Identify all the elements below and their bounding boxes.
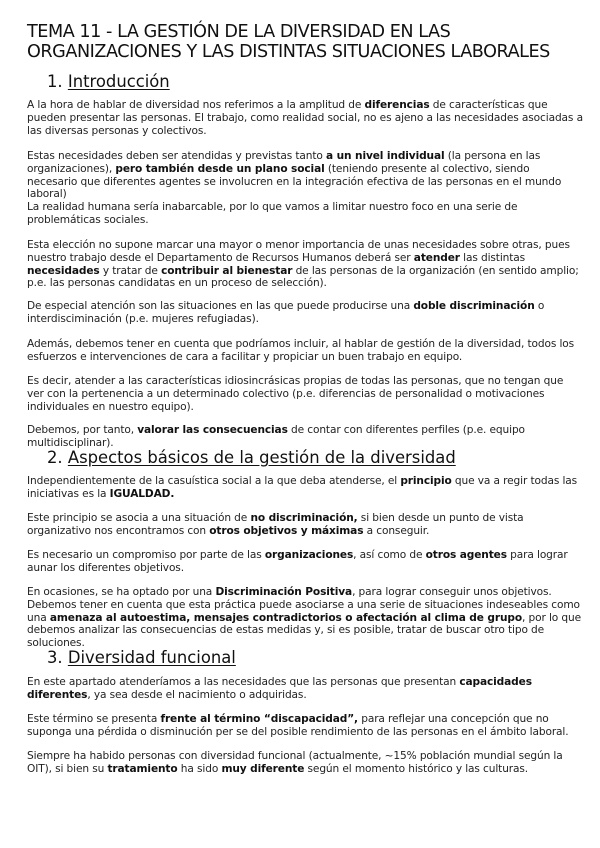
bold-text: atender [413, 251, 460, 264]
bold-text: a un nivel individual [326, 150, 445, 162]
paragraph [27, 512, 583, 538]
bold-text: valorar las consecuencias [137, 424, 288, 436]
text-run: o interdisciminación (p.e. mujeres refugiadas). [27, 300, 545, 325]
bold-text: capacidades diferentes [27, 676, 532, 701]
paragraph [27, 586, 583, 650]
text-run: , así como de [353, 549, 426, 561]
text-run: , por lo que debemos analizar las consecuencias de estas medidas y, si es posible, tratar de buscar otro tipo de soluciones. [27, 611, 581, 650]
section-title: Diversidad funcional [67, 648, 236, 667]
bold-text: muy diferente [221, 762, 305, 775]
bold-text: diferencias [364, 99, 430, 111]
text-run: A la hora de hablar de diversidad nos referimos a la amplitud de [27, 99, 365, 111]
section-number: 3. [47, 648, 63, 667]
document-title [27, 22, 587, 62]
bold-text: contribuir al bienestar [161, 264, 293, 277]
text-run: para lograr aunar los diferentes objetivos. [27, 549, 568, 574]
text-run: En este apartado atenderíamos a las necesidades que las personas que presentan [27, 676, 460, 688]
bold-text: necesidades [27, 264, 100, 277]
text-run: según el momento histórico y las culturas. [304, 762, 529, 775]
paragraph [27, 300, 583, 326]
section-number: 1. [47, 72, 63, 91]
text-run: ha sido [177, 762, 222, 775]
text-run: , para lograr conseguir unos objetivos. Debemos tener en cuenta que esta práctica puede asociarse a una serie de situaciones indeseables como una [27, 586, 580, 624]
bold-text: principio [400, 475, 452, 487]
bold-text: frente al término “discapacidad”, [160, 713, 358, 725]
bold-text: Discriminación Positiva [215, 586, 353, 598]
text-run: Independientemente de la casuística social a la que deba atenderse, el [27, 475, 401, 487]
paragraph [27, 99, 583, 137]
text-run: En ocasiones, se ha optado por una [27, 586, 216, 598]
paragraph [27, 475, 583, 501]
section-heading-aspectos-basicos [47, 448, 456, 468]
paragraph [27, 150, 583, 201]
text-run: (teniendo presente al colectivo, siendo necesario que diferentes agentes se involucren en la integración efectiva de las personas en el mundo laboral) [27, 162, 562, 201]
text-run: que va a regir todas las iniciativas es la [27, 475, 578, 500]
text-run: si bien desde un punto de vista organizativo nos encontramos con [27, 512, 524, 537]
text-run: De especial atención son las situaciones en las que puede producirse una [27, 300, 414, 312]
section-title: Aspectos básicos de la gestión de la diversidad [67, 448, 456, 467]
text-run: para reflejar una concepción que no suponga una pérdida o disminución per se del posible rendimiento de las personas en el ámbito laboral. [27, 713, 569, 738]
bold-text: otros objetivos y máximas [209, 524, 364, 537]
paragraph [27, 201, 583, 227]
bold-text: doble discriminación [413, 300, 535, 312]
bold-text: amenaza al autoestima, mensajes contradictorios o afectación al clima de grupo [49, 611, 523, 624]
section-title: Introducción [67, 72, 170, 91]
text-run: Esta elección no supone marcar una mayor o menor importancia de unas necesidades sobre otras, pues nuestro trabajo desde el Departamento de Recursos Humanos deberá ser [27, 239, 570, 264]
text-run: (la persona en las organizaciones), [27, 150, 541, 175]
paragraph [27, 750, 583, 776]
text-run: de las personas de la organización (en sentido amplio; p.e. las personas candidatas en un proceso de selección). [27, 264, 579, 290]
text-run: Es decir, atender a las características idiosincrásicas propias de todas las personas, que no tengan que ver con la pertenencia a un determinado colectivo (p.e. diferencias de personalidad o motivaciones individuales en nuestro equipo). [27, 375, 564, 413]
section-heading-introduccion [47, 72, 170, 92]
title-line-2: ORGANIZACIONES Y LAS DISTINTAS SITUACIONES LABORALES [27, 42, 550, 62]
text-run: de características que pueden presentar las personas. El trabajo, como realidad social, no es ajeno a las necesidades asociadas a las diversas personas y colectivos. [27, 99, 583, 137]
paragraph [27, 239, 583, 290]
bold-text: pero también desde un plano social [115, 162, 325, 175]
text-run: Siempre ha habido personas con diversidad funcional (actualmente, ~15% población mundial según la OIT), si bien su [27, 750, 563, 775]
paragraph [27, 549, 583, 575]
paragraph [27, 375, 583, 413]
bold-text: IGUALDAD. [109, 487, 175, 500]
paragraph [27, 424, 583, 450]
bold-text: organizaciones [264, 549, 354, 561]
section-number: 2. [47, 448, 63, 467]
title-line-1: TEMA 11 - LA GESTIÓN DE LA DIVERSIDAD EN LAS [27, 22, 451, 42]
text-run: Estas necesidades deben ser atendidas y previstas tanto [27, 150, 327, 162]
text-run: Es necesario un compromiso por parte de las [27, 549, 265, 561]
paragraph [27, 338, 583, 364]
paragraph [27, 676, 583, 702]
text-run: las distintas [459, 251, 526, 264]
text-run: Este término se presenta [27, 713, 161, 725]
paragraph [27, 713, 583, 739]
bold-text: no discriminación, [250, 512, 358, 524]
text-run: y tratar de [99, 264, 162, 277]
text-run: La realidad humana sería inabarcable, por lo que vamos a limitar nuestro foco en una serie de problemáticas sociales. [27, 201, 518, 226]
text-run: Este principio se asocia a una situación de [27, 512, 251, 524]
section-heading-diversidad-funcional [47, 648, 236, 668]
text-run: Además, debemos tener en cuenta que podríamos incluir, al hablar de gestión de la diversidad, todos los esfuerzos e intervenciones de cara a facilitar y propiciar un buen trabajo en equipo. [27, 338, 575, 363]
bold-text: tratamiento [107, 762, 178, 775]
bold-text: otros agentes [425, 549, 507, 561]
text-run: de contar con diferentes perfiles (p.e. equipo multidisciplinar). [27, 424, 525, 449]
text-run: Debemos, por tanto, [27, 424, 138, 436]
text-run: , ya sea desde el nacimiento o adquiridas. [87, 688, 307, 701]
text-run: a conseguir. [363, 524, 430, 537]
